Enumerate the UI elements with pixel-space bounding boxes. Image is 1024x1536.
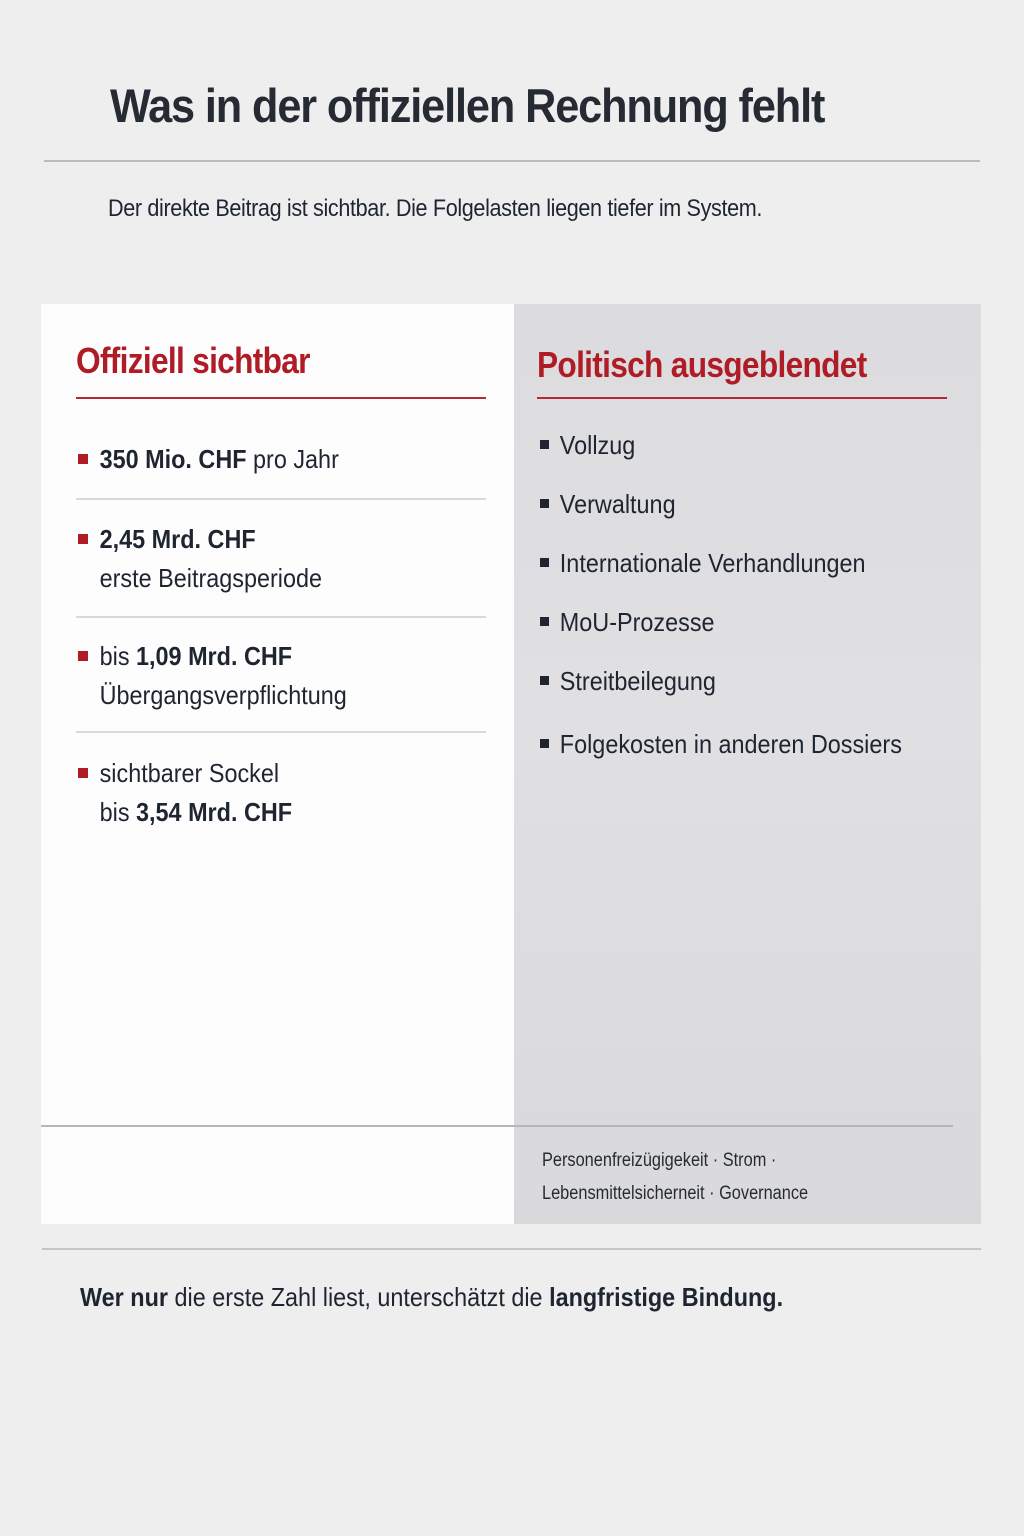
list-item-hidden-4: MoU-Prozesse: [540, 604, 734, 640]
list-item-official-1: 350 Mio. CHF pro Jahr: [78, 440, 478, 479]
list-item-hidden-5: Streitbeilegung: [540, 663, 735, 699]
dossier-tags: [542, 1144, 851, 1210]
panel-bottom-divider: [41, 1125, 953, 1127]
heading-hidden: Politisch ausgeblendet: [537, 344, 867, 385]
item-divider: [76, 498, 486, 500]
dossier-tags-line-1: Personenfreizügigekeit · Strom ·: [542, 1150, 777, 1171]
item-divider: [76, 616, 486, 618]
item-divider: [76, 731, 486, 733]
heading-hidden-rule: [537, 397, 947, 399]
heading-official-rule: [76, 397, 486, 399]
title-divider: [44, 160, 980, 162]
footer-conclusion: Wer nur die erste Zahl liest, unterschätzt die langfristige Bindung.: [80, 1282, 784, 1312]
list-item-hidden-3: Internationale Verhandlungen: [540, 545, 902, 581]
list-item-hidden-1: Vollzug: [540, 427, 646, 463]
list-item-hidden-2: Verwaltung: [540, 486, 691, 522]
heading-official: Offiziell sichtbar: [76, 340, 310, 381]
footer-divider: [42, 1248, 981, 1250]
list-item-official-2: 2,45 Mrd. CHF erste Beitragsperiode: [78, 520, 478, 598]
list-item-official-4: sichtbarer Sockel bis 3,54 Mrd. CHF: [78, 754, 478, 832]
dossier-tags-line-2: Lebensmittelsicherneit · Governance: [542, 1183, 809, 1204]
list-item-official-3: bis 1,09 Mrd. CHF Übergangsverpflichtung: [78, 637, 478, 715]
page-title: Was in der offiziellen Rechnung fehlt: [110, 79, 825, 132]
page-subtitle: Der direkte Beitrag ist sichtbar. Die Folgelasten liegen tiefer im System.: [108, 195, 763, 222]
list-item-hidden-6: Folgekosten in anderen Dossiers: [540, 726, 942, 762]
